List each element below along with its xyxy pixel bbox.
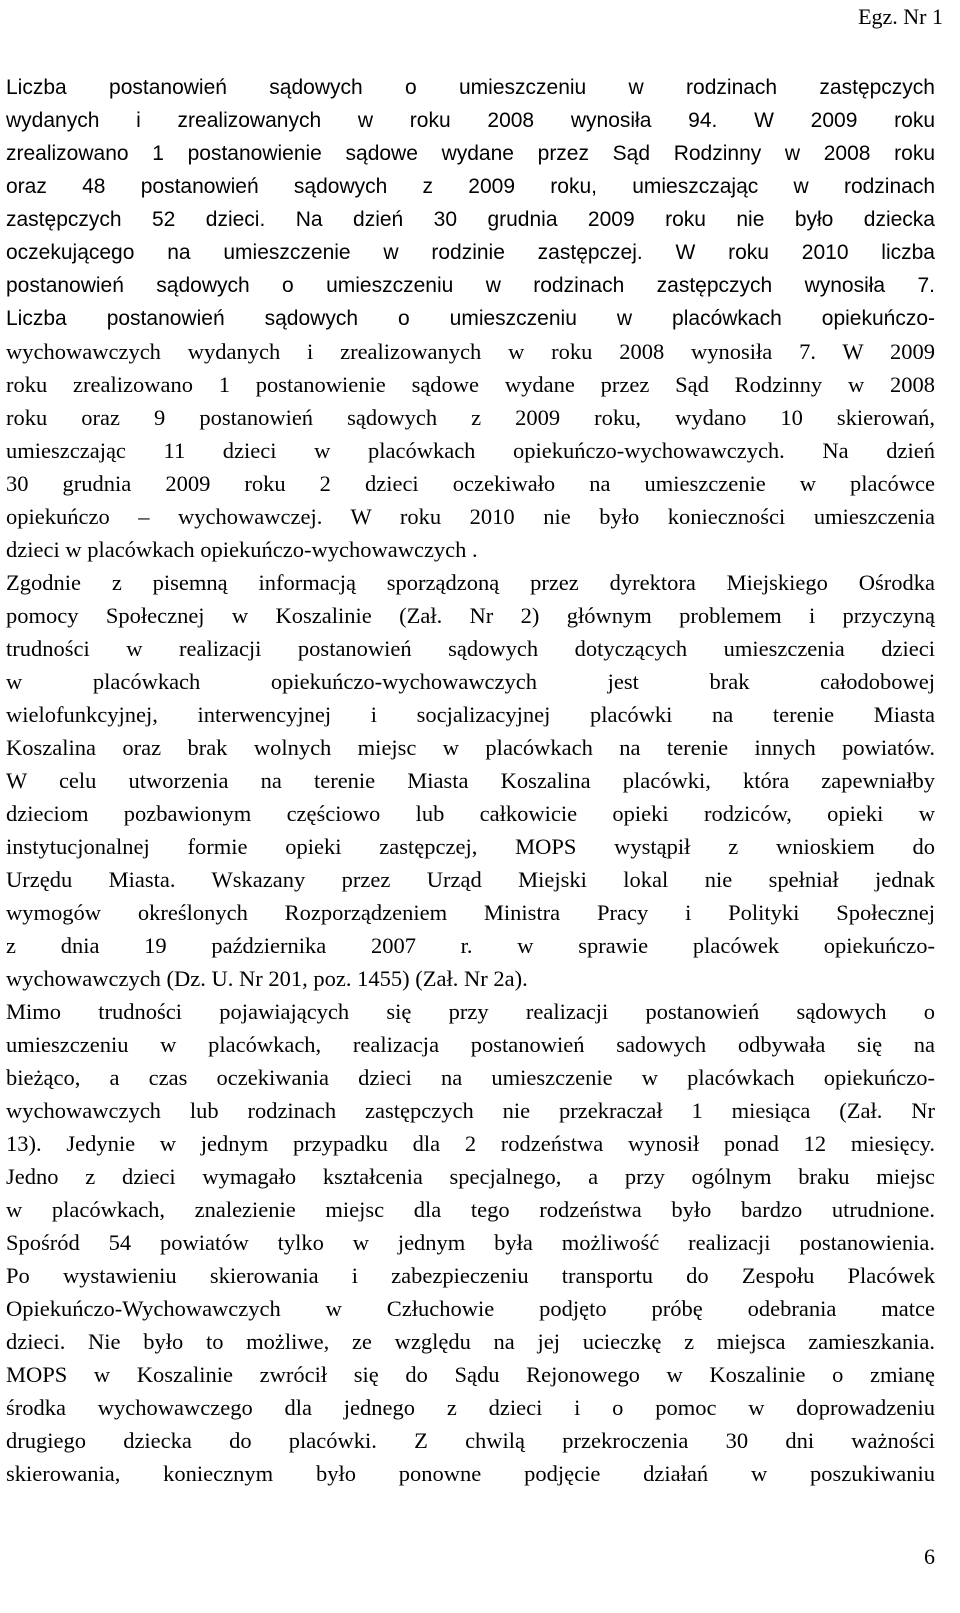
- text-line: zastępczych 52 dzieci. Na dzień 30 grudnia 2009 roku nie było dziecka: [6, 208, 935, 231]
- text-line: zrealizowano 1 postanowienie sądowe wydane przez Sąd Rodzinny w 2008 roku: [6, 142, 935, 165]
- text-line: dzieci w placówkach opiekuńczo-wychowawczych .: [6, 537, 478, 562]
- text-line: środka wychowawczego dla jednego z dzieci i o pomoc w doprowadzeniu: [6, 1395, 935, 1420]
- text-line: wychowawczych wydanych i zrealizowanych w roku 2008 wynosiła 7. W 2009: [6, 339, 935, 364]
- text-line: Po wystawieniu skierowania i zabezpieczeniu transportu do Zespołu Placówek: [6, 1263, 935, 1288]
- text-line: Liczba postanowień sądowych o umieszczeniu w rodzinach zastępczych: [6, 76, 935, 99]
- text-line: wychowawczych (Dz. U. Nr 201, poz. 1455) (Zał. Nr 2a).: [6, 966, 528, 991]
- body-text: [6, 71, 935, 1490]
- text-line: skierowania, koniecznym było ponowne podjęcie działań w poszukiwaniu: [6, 1461, 935, 1486]
- text-line: oraz 48 postanowień sądowych z 2009 roku, umieszczając w rodzinach: [6, 175, 935, 198]
- text-line: wielofunkcyjnej, interwencyjnej i socjalizacyjnej placówki na terenie Miasta: [6, 702, 935, 727]
- text-line: Opiekuńczo-Wychowawczych w Człuchowie podjęto próbę odebrania matce: [6, 1296, 935, 1321]
- text-line: roku zrealizowano 1 postanowienie sądowe wydane przez Sąd Rodzinny w 2008: [6, 372, 935, 397]
- text-line: Liczba postanowień sądowych o umieszczeniu w placówkach opiekuńczo-: [6, 307, 935, 330]
- text-line: MOPS w Koszalinie zwrócił się do Sądu Rejonowego w Koszalinie o zmianę: [6, 1362, 935, 1387]
- text-line: Zgodnie z pisemną informacją sporządzoną przez dyrektora Miejskiego Ośrodka: [6, 570, 935, 595]
- text-line: Spośród 54 powiatów tylko w jednym była możliwość realizacji postanowienia.: [6, 1230, 935, 1255]
- text-line: dzieci. Nie było to możliwe, ze względu na jej ucieczkę z miejsca zamieszkania.: [6, 1329, 935, 1354]
- text-line: roku oraz 9 postanowień sądowych z 2009 roku, wydano 10 skierowań,: [6, 405, 935, 430]
- text-line: wydanych i zrealizowanych w roku 2008 wynosiła 94. W 2009 roku: [6, 109, 935, 132]
- text-line: 13). Jedynie w jednym przypadku dla 2 rodzeństwa wynosił ponad 12 miesięcy.: [6, 1131, 935, 1156]
- text-line: w placówkach, znalezienie miejsc dla tego rodzeństwa było bardzo utrudnione.: [6, 1197, 935, 1222]
- text-line: umieszczeniu w placówkach, realizacja postanowień sadowych odbywała się na: [6, 1032, 935, 1057]
- text-line: trudności w realizacji postanowień sądowych dotyczących umieszczenia dzieci: [6, 636, 935, 661]
- text-line: W celu utworzenia na terenie Miasta Koszalina placówki, która zapewniałby: [6, 768, 935, 793]
- text-line: bieżąco, a czas oczekiwania dzieci na umieszczenie w placówkach opiekuńczo-: [6, 1065, 935, 1090]
- text-line: Koszalina oraz brak wolnych miejsc w placówkach na terenie innych powiatów.: [6, 735, 935, 760]
- text-line: z dnia 19 października 2007 r. w sprawie placówek opiekuńczo-: [6, 933, 935, 958]
- page-number: 6: [924, 1544, 935, 1569]
- text-line: 30 grudnia 2009 roku 2 dzieci oczekiwało na umieszczenie w placówce: [6, 471, 935, 496]
- text-line: umieszczając 11 dzieci w placówkach opiekuńczo-wychowawczych. Na dzień: [6, 438, 935, 463]
- text-line: Mimo trudności pojawiających się przy realizacji postanowień sądowych o: [6, 999, 935, 1024]
- text-line: postanowień sądowych o umieszczeniu w rodzinach zastępczych wynosiła 7.: [6, 274, 935, 297]
- text-line: dzieciom pozbawionym częściowo lub całkowicie opieki rodziców, opieki w: [6, 801, 935, 826]
- text-line: pomocy Społecznej w Koszalinie (Zał. Nr 2) głównym problemem i przyczyną: [6, 603, 935, 628]
- text-line: w placówkach opiekuńczo-wychowawczych jest brak całodobowej: [6, 669, 935, 694]
- text-line: instytucjonalnej formie opieki zastępczej, MOPS wystąpił z wnioskiem do: [6, 834, 935, 859]
- text-line: wymogów określonych Rozporządzeniem Ministra Pracy i Polityki Społecznej: [6, 900, 935, 925]
- text-line: opiekuńczo – wychowawczej. W roku 2010 nie było konieczności umieszczenia: [6, 504, 935, 529]
- text-line: oczekującego na umieszczenie w rodzinie zastępczej. W roku 2010 liczba: [6, 241, 935, 264]
- text-line: Jedno z dzieci wymagało kształcenia specjalnego, a przy ogólnym braku miejsc: [6, 1164, 935, 1189]
- text-line: drugiego dziecka do placówki. Z chwilą przekroczenia 30 dni ważności: [6, 1428, 935, 1453]
- text-line: Urzędu Miasta. Wskazany przez Urząd Miejski lokal nie spełniał jednak: [6, 867, 935, 892]
- copy-number-label: Egz. Nr 1: [858, 4, 943, 29]
- text-line: wychowawczych lub rodzinach zastępczych nie przekraczał 1 miesiąca (Zał. Nr: [6, 1098, 935, 1123]
